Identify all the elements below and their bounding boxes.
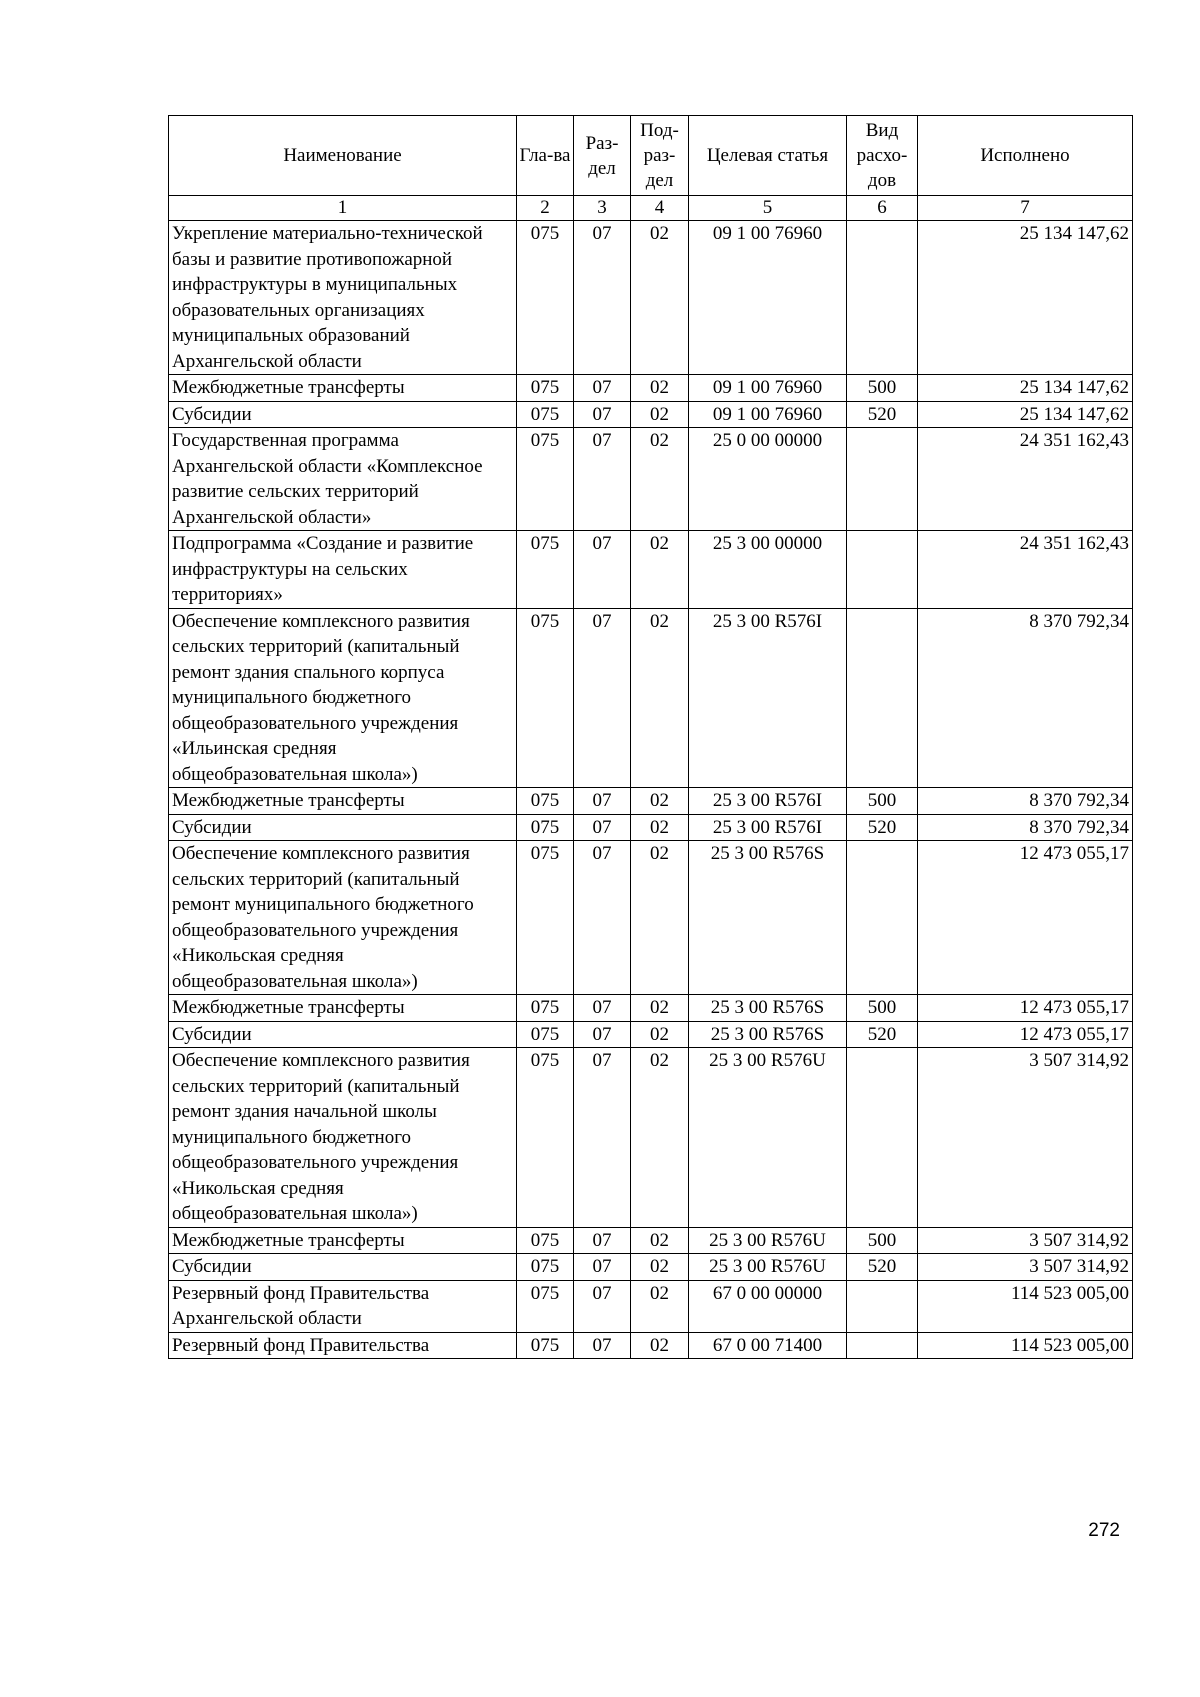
- cell-glava: 075: [517, 1254, 574, 1281]
- cell-amount: 114 523 005,00: [918, 1280, 1133, 1332]
- cell-podrazdel: 02: [631, 1021, 689, 1048]
- cell-razdel: 07: [574, 841, 631, 995]
- cell-podrazdel: 02: [631, 814, 689, 841]
- column-number: 3: [574, 196, 631, 221]
- cell-amount: 114 523 005,00: [918, 1332, 1133, 1359]
- cell-vid-raskhodov: 520: [847, 401, 918, 428]
- cell-name: Межбюджетные трансферты: [169, 375, 517, 402]
- cell-glava: 075: [517, 1021, 574, 1048]
- column-number: 2: [517, 196, 574, 221]
- cell-vid-raskhodov: [847, 608, 918, 788]
- cell-glava: 075: [517, 401, 574, 428]
- header-razdel: Раз-дел: [574, 116, 631, 196]
- cell-razdel: 07: [574, 428, 631, 531]
- cell-celevaya-statya: 25 3 00 R576U: [689, 1048, 847, 1228]
- cell-razdel: 07: [574, 221, 631, 375]
- cell-podrazdel: 02: [631, 1332, 689, 1359]
- table-row: [169, 1332, 1133, 1359]
- cell-amount: 12 473 055,17: [918, 1021, 1133, 1048]
- cell-celevaya-statya: 67 0 00 00000: [689, 1280, 847, 1332]
- cell-amount: 25 134 147,62: [918, 375, 1133, 402]
- cell-vid-raskhodov: [847, 1332, 918, 1359]
- cell-amount: 8 370 792,34: [918, 814, 1133, 841]
- cell-razdel: 07: [574, 401, 631, 428]
- cell-razdel: 07: [574, 1048, 631, 1228]
- cell-name: Подпрограмма «Создание и развитие инфраструктуры на сельских территориях»: [169, 531, 517, 609]
- cell-celevaya-statya: 09 1 00 76960: [689, 375, 847, 402]
- cell-razdel: 07: [574, 1280, 631, 1332]
- cell-name: Обеспечение комплексного развития сельских территорий (капитальный ремонт здания начальной школы муниципального бюджетного общеобразовательного учреждения «Никольская средняя общеобразовательная школа»): [169, 1048, 517, 1228]
- cell-razdel: 07: [574, 788, 631, 815]
- cell-razdel: 07: [574, 608, 631, 788]
- table-row: [169, 1021, 1133, 1048]
- table-row: [169, 608, 1133, 788]
- cell-name: Государственная программа Архангельской области «Комплексное развитие сельских территорий Архангельской области»: [169, 428, 517, 531]
- cell-celevaya-statya: 25 3 00 R576S: [689, 995, 847, 1022]
- header-name: Наименование: [169, 116, 517, 196]
- cell-podrazdel: 02: [631, 1227, 689, 1254]
- table-row: [169, 375, 1133, 402]
- cell-glava: 075: [517, 814, 574, 841]
- cell-vid-raskhodov: 520: [847, 814, 918, 841]
- header-glava: Гла-ва: [517, 116, 574, 196]
- cell-glava: 075: [517, 375, 574, 402]
- cell-razdel: 07: [574, 1254, 631, 1281]
- table-row: [169, 814, 1133, 841]
- header-celevaya-statya: Целевая статья: [689, 116, 847, 196]
- cell-amount: 12 473 055,17: [918, 841, 1133, 995]
- cell-glava: 075: [517, 428, 574, 531]
- cell-glava: 075: [517, 608, 574, 788]
- column-number: 4: [631, 196, 689, 221]
- budget-execution-table: [168, 115, 1133, 1359]
- cell-vid-raskhodov: [847, 428, 918, 531]
- cell-amount: 3 507 314,92: [918, 1254, 1133, 1281]
- cell-celevaya-statya: 25 3 00 R576S: [689, 1021, 847, 1048]
- table-row: [169, 401, 1133, 428]
- cell-vid-raskhodov: [847, 221, 918, 375]
- cell-glava: 075: [517, 841, 574, 995]
- cell-name: Субсидии: [169, 1254, 517, 1281]
- cell-podrazdel: 02: [631, 1048, 689, 1228]
- cell-celevaya-statya: 09 1 00 76960: [689, 401, 847, 428]
- table-row: [169, 531, 1133, 609]
- column-number: 6: [847, 196, 918, 221]
- table-row: [169, 221, 1133, 375]
- cell-podrazdel: 02: [631, 841, 689, 995]
- cell-vid-raskhodov: 520: [847, 1254, 918, 1281]
- cell-celevaya-statya: 25 3 00 00000: [689, 531, 847, 609]
- cell-vid-raskhodov: 500: [847, 788, 918, 815]
- cell-glava: 075: [517, 1048, 574, 1228]
- cell-glava: 075: [517, 1332, 574, 1359]
- cell-amount: 3 507 314,92: [918, 1227, 1133, 1254]
- cell-vid-raskhodov: 500: [847, 375, 918, 402]
- cell-celevaya-statya: 25 3 00 R576U: [689, 1254, 847, 1281]
- cell-razdel: 07: [574, 814, 631, 841]
- cell-glava: 075: [517, 788, 574, 815]
- cell-podrazdel: 02: [631, 375, 689, 402]
- table-row: [169, 428, 1133, 531]
- page-number: 272: [1088, 1520, 1120, 1541]
- table-row: [169, 995, 1133, 1022]
- table-row: [169, 1048, 1133, 1228]
- table-row: [169, 841, 1133, 995]
- cell-celevaya-statya: 67 0 00 71400: [689, 1332, 847, 1359]
- cell-podrazdel: 02: [631, 531, 689, 609]
- table-row: [169, 1280, 1133, 1332]
- cell-vid-raskhodov: [847, 1048, 918, 1228]
- cell-razdel: 07: [574, 995, 631, 1022]
- column-number: 5: [689, 196, 847, 221]
- column-number: 1: [169, 196, 517, 221]
- column-number: 7: [918, 196, 1133, 221]
- table-row: [169, 1254, 1133, 1281]
- cell-podrazdel: 02: [631, 428, 689, 531]
- cell-podrazdel: 02: [631, 1254, 689, 1281]
- cell-podrazdel: 02: [631, 995, 689, 1022]
- cell-name: Субсидии: [169, 401, 517, 428]
- cell-amount: 25 134 147,62: [918, 221, 1133, 375]
- cell-celevaya-statya: 25 3 00 R576I: [689, 814, 847, 841]
- cell-vid-raskhodov: 520: [847, 1021, 918, 1048]
- cell-vid-raskhodov: [847, 531, 918, 609]
- cell-podrazdel: 02: [631, 401, 689, 428]
- cell-celevaya-statya: 25 0 00 00000: [689, 428, 847, 531]
- cell-glava: 075: [517, 1227, 574, 1254]
- cell-glava: 075: [517, 995, 574, 1022]
- cell-podrazdel: 02: [631, 608, 689, 788]
- cell-podrazdel: 02: [631, 1280, 689, 1332]
- cell-amount: 3 507 314,92: [918, 1048, 1133, 1228]
- cell-vid-raskhodov: [847, 1280, 918, 1332]
- cell-celevaya-statya: 09 1 00 76960: [689, 221, 847, 375]
- cell-vid-raskhodov: [847, 841, 918, 995]
- cell-glava: 075: [517, 531, 574, 609]
- cell-amount: 8 370 792,34: [918, 788, 1133, 815]
- table-row: [169, 788, 1133, 815]
- cell-razdel: 07: [574, 1227, 631, 1254]
- cell-name: Обеспечение комплексного развития сельских территорий (капитальный ремонт здания спального корпуса муниципального бюджетного общеобразовательного учреждения «Ильинская средняя общеобразовательная школа»): [169, 608, 517, 788]
- cell-celevaya-statya: 25 3 00 R576U: [689, 1227, 847, 1254]
- cell-name: Субсидии: [169, 1021, 517, 1048]
- cell-vid-raskhodov: 500: [847, 1227, 918, 1254]
- cell-amount: 8 370 792,34: [918, 608, 1133, 788]
- header-vid-raskhodov: Вид расхо-дов: [847, 116, 918, 196]
- cell-amount: 24 351 162,43: [918, 428, 1133, 531]
- cell-amount: 25 134 147,62: [918, 401, 1133, 428]
- cell-razdel: 07: [574, 1021, 631, 1048]
- table-row: [169, 1227, 1133, 1254]
- cell-podrazdel: 02: [631, 788, 689, 815]
- cell-celevaya-statya: 25 3 00 R576I: [689, 608, 847, 788]
- cell-name: Межбюджетные трансферты: [169, 1227, 517, 1254]
- cell-name: Резервный фонд Правительства: [169, 1332, 517, 1359]
- cell-razdel: 07: [574, 531, 631, 609]
- cell-amount: 24 351 162,43: [918, 531, 1133, 609]
- cell-vid-raskhodov: 500: [847, 995, 918, 1022]
- cell-celevaya-statya: 25 3 00 R576I: [689, 788, 847, 815]
- column-number-row: [169, 196, 1133, 221]
- cell-amount: 12 473 055,17: [918, 995, 1133, 1022]
- cell-name: Укрепление материально-технической базы и развитие противопожарной инфраструктуры в муниципальных образовательных организациях муниципальных образований Архангельской области: [169, 221, 517, 375]
- cell-razdel: 07: [574, 375, 631, 402]
- table-header-row: [169, 116, 1133, 196]
- header-podrazdel: Под-раз-дел: [631, 116, 689, 196]
- cell-name: Межбюджетные трансферты: [169, 995, 517, 1022]
- cell-name: Межбюджетные трансферты: [169, 788, 517, 815]
- cell-podrazdel: 02: [631, 221, 689, 375]
- cell-name: Резервный фонд Правительства Архангельской области: [169, 1280, 517, 1332]
- cell-name: Субсидии: [169, 814, 517, 841]
- table-body: [169, 196, 1133, 1359]
- cell-name: Обеспечение комплексного развития сельских территорий (капитальный ремонт муниципального бюджетного общеобразовательного учреждения «Никольская средняя общеобразовательная школа»): [169, 841, 517, 995]
- cell-razdel: 07: [574, 1332, 631, 1359]
- cell-glava: 075: [517, 1280, 574, 1332]
- cell-glava: 075: [517, 221, 574, 375]
- cell-celevaya-statya: 25 3 00 R576S: [689, 841, 847, 995]
- header-ispolneno: Исполнено: [918, 116, 1133, 196]
